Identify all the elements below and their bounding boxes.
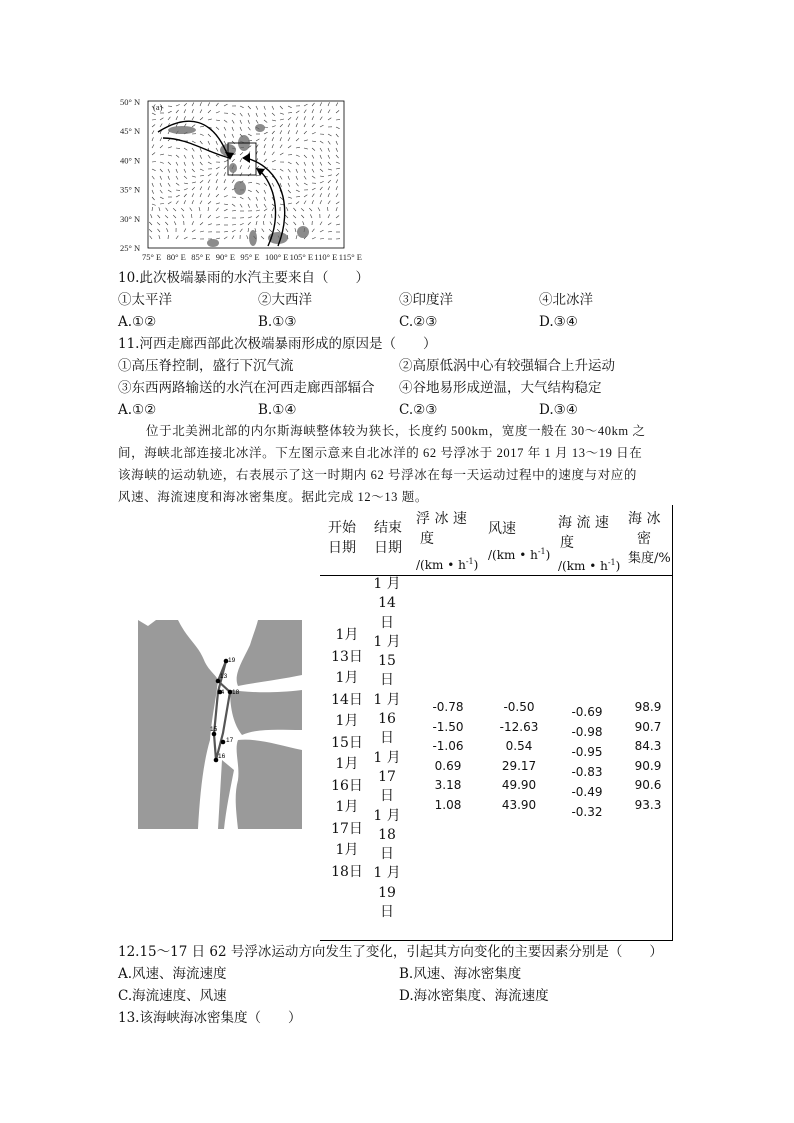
header-end-date: 结束 日期 — [374, 520, 402, 556]
wind-field-map — [118, 97, 362, 263]
header-wind-speed: 风速 /(km • $h^{-1}$) — [488, 521, 551, 562]
q10-choice-b[interactable]: B.①③ — [258, 314, 297, 330]
start-date-line-9: 1月 — [335, 799, 359, 815]
q10-item-2: ②大西洋 — [258, 292, 312, 308]
start-date-line-1: 1月 — [335, 627, 359, 643]
q11-choice-a[interactable]: A.①② — [118, 402, 157, 418]
current-speed-cell-1: -0.69 — [571, 705, 603, 719]
end-date-line-7: 1 月 — [373, 691, 401, 708]
q12-choice-d[interactable]: D.海冰密集度、海流速度 — [399, 988, 549, 1004]
land-east — [230, 690, 302, 735]
end-date-line-15: 日 — [380, 846, 394, 863]
wind-speed-cell-1: -0.50 — [503, 700, 535, 714]
lat-tick-label: 25° N — [120, 243, 141, 253]
end-date-line-17: 19 — [378, 884, 396, 901]
start-date-line-3: 1月 — [335, 670, 359, 686]
start-date-line-2: 13日 — [331, 648, 363, 665]
ice-speed-column — [418, 698, 478, 815]
point-label-15: 15 — [210, 726, 218, 733]
header-start-date: 开始 日期 — [328, 520, 356, 556]
passage-line-4: 风速、海流速度和海冰密集度。据此完成 12～13 题。 — [118, 490, 428, 504]
lon-tick-label: 75° E — [142, 252, 162, 262]
lon-tick-label: 85° E — [191, 252, 211, 262]
end-date-line-5: 15 — [378, 653, 396, 670]
q12-choice-a[interactable]: A.风速、海流速度 — [118, 966, 227, 982]
current-speed-cell-4: -0.83 — [571, 765, 603, 779]
q12-choice-c[interactable]: C.海流速度、风速 — [118, 988, 227, 1004]
end-date-line-14: 18 — [378, 826, 396, 843]
header-ice-speed: 浮 冰 速 度 /(km • $h^{-1}$) — [416, 511, 479, 572]
q10-item-3: ③印度洋 — [399, 292, 453, 308]
wind-speed-cell-3: 0.54 — [505, 739, 533, 753]
q11-item-1: ①高压脊控制，盛行下沉气流 — [118, 358, 294, 374]
header-current-speed: 海 流 速 度 /(km • $h^{-1}$) — [558, 515, 621, 573]
point-label-14: 14 — [217, 689, 225, 696]
end-date-column — [370, 575, 404, 922]
ice-speed-cell-6: 1.08 — [434, 797, 462, 812]
q13-stem: 13.该海峡海冰密集度（ ） — [118, 1010, 302, 1026]
end-date-line-3: 日 — [380, 614, 394, 631]
q10-item-4: ④北冰洋 — [539, 292, 593, 308]
q10-choice-a[interactable]: A.①② — [118, 314, 157, 330]
wind-speed-cell-2: -12.63 — [499, 719, 539, 734]
lon-tick-label: 90° E — [215, 252, 236, 262]
wind-speed-cell-6: 43.90 — [501, 797, 537, 812]
q11-choice-b[interactable]: B.①④ — [258, 402, 297, 418]
lon-tick-label: 100° E — [265, 252, 289, 262]
q10-item-1: ①太平洋 — [118, 292, 172, 308]
lon-tick-label: 95° E — [240, 252, 260, 262]
start-date-line-11: 1月 — [335, 842, 359, 858]
land-southeast — [236, 740, 302, 829]
q10-choice-c[interactable]: C.②③ — [399, 314, 438, 330]
q11-item-2: ②高原低涡中心有较强辐合上升运动 — [399, 358, 615, 374]
start-date-line-10: 17日 — [331, 820, 363, 837]
start-date-line-5: 1月 — [335, 713, 359, 729]
ice-density-cell-1: 98.9 — [634, 700, 662, 714]
q11-choice-d[interactable]: D.③④ — [539, 402, 578, 418]
current-speed-cell-2: -0.98 — [571, 725, 603, 739]
nares-strait-map — [138, 620, 302, 829]
wind-speed-column — [488, 698, 550, 815]
ice-density-cell-5: 90.6 — [634, 778, 662, 792]
current-speed-column — [556, 702, 618, 822]
q11-stem: 11.河西走廊西部此次极端暴雨形成的原因是（ ） — [118, 336, 437, 352]
ice-speed-cell-2: -1.50 — [432, 719, 464, 734]
lat-tick-label: 35° N — [120, 184, 141, 195]
ice-density-cell-6: 93.3 — [634, 797, 662, 812]
ice-density-column — [623, 698, 673, 815]
point-label-19: 19 — [228, 657, 236, 664]
point-label-17: 17 — [226, 737, 234, 744]
q12-stem: 12.15～17 日 62 号浮冰运动方向发生了变化，引起其方向变化的主要因素分别是（ ） — [118, 944, 663, 960]
q10-stem: 10.此次极端暴雨的水汽主要来自（ ） — [118, 270, 369, 286]
lon-tick-label: 105° E — [289, 252, 314, 262]
q12-choice-b[interactable]: B.风速、海冰密集度 — [399, 966, 522, 982]
data-table — [320, 505, 673, 941]
point-label-16: 16 — [218, 753, 226, 760]
lat-tick-label: 50° N — [120, 97, 141, 107]
ice-density-cell-2: 90.7 — [634, 719, 662, 734]
end-date-line-16: 1 月 — [373, 865, 401, 882]
end-date-line-8: 16 — [378, 711, 396, 728]
lat-tick-label: 45° N — [120, 126, 141, 137]
passage-line-2: 间，海峡北部连接北冰洋。下左图示意来自北冰洋的 62 号浮冰于 2017 年 1 月 13～19 日在 — [118, 446, 643, 460]
ice-speed-cell-3: -1.06 — [432, 739, 464, 753]
lon-tick-label: 80° E — [166, 252, 186, 262]
current-speed-cell-3: -0.95 — [571, 745, 603, 759]
start-date-line-4: 14日 — [331, 691, 363, 708]
panel-label: (a) — [153, 102, 163, 112]
lat-tick-label: 30° N — [120, 213, 141, 224]
ice-density-cell-4: 90.9 — [634, 758, 662, 773]
end-date-line-4: 1 月 — [373, 633, 401, 650]
ice-density-cell-3: 84.3 — [634, 739, 662, 753]
end-date-line-12: 日 — [380, 788, 394, 805]
q10-choice-d[interactable]: D.③④ — [539, 314, 578, 330]
wind-speed-cell-4: 29.17 — [501, 758, 537, 773]
q11-item-4: ④谷地易形成逆温，大气结构稳定 — [399, 380, 602, 396]
lat-tick-label: 40° N — [120, 155, 141, 166]
q11-choice-c[interactable]: C.②③ — [399, 402, 438, 418]
end-date-line-2: 14 — [378, 595, 396, 612]
start-date-line-7: 1月 — [335, 756, 359, 772]
end-date-line-11: 17 — [378, 768, 396, 785]
end-date-line-10: 1 月 — [373, 749, 401, 766]
ice-speed-cell-1: -0.78 — [432, 700, 464, 714]
header-ice-density: 海 冰 密 集度/% — [628, 511, 671, 566]
current-speed-cell-6: -0.32 — [571, 805, 603, 819]
passage-line-1: 位于北美洲北部的内尔斯海峡整体较为狭长，长度约 500km，宽度一般在 30～40km 之 — [146, 424, 646, 438]
point-label-13: 13 — [220, 673, 228, 680]
ice-speed-cell-4: 0.69 — [434, 758, 462, 773]
start-date-line-12: 18日 — [331, 863, 363, 880]
start-date-line-8: 16日 — [331, 777, 363, 794]
wind-speed-cell-5: 49.90 — [501, 778, 537, 792]
point-label-18: 18 — [232, 689, 240, 696]
end-date-line-13: 1 月 — [373, 807, 401, 824]
end-date-line-18: 日 — [380, 904, 394, 921]
current-speed-cell-5: -0.49 — [571, 785, 603, 799]
start-date-line-6: 15日 — [331, 734, 363, 751]
q11-item-3: ③东西两路输送的水汽在河西走廊西部辐合 — [118, 380, 375, 396]
start-date-column — [325, 625, 369, 883]
end-date-line-1: 1 月 — [373, 576, 401, 592]
ice-speed-cell-5: 3.18 — [434, 778, 462, 792]
lon-tick-label: 110° E — [314, 252, 338, 262]
lon-tick-label: 115° E — [338, 252, 362, 262]
passage-line-3: 该海峡的运动轨迹，右表展示了这一时期内 62 号浮冰在每一天运动过程中的速度与对应的 — [118, 468, 637, 482]
end-date-line-9: 日 — [380, 730, 394, 747]
end-date-line-6: 日 — [380, 672, 394, 689]
